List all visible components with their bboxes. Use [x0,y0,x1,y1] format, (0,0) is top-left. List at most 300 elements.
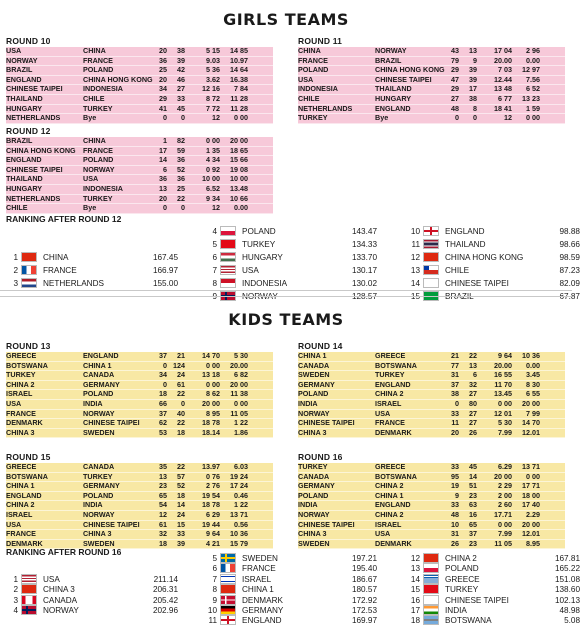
team-away: THAILAND [375,84,412,94]
rank-position: 15 [410,292,420,301]
vp-away: 0.56 [234,519,248,529]
match-row [6,362,273,372]
rank-position: 8 [212,585,217,595]
ranking-entry [408,574,580,585]
vp-away: 6 52 [526,84,540,94]
match-row [298,530,565,540]
team-away: BRAZIL [375,55,402,65]
team-away: GREECE [375,462,406,471]
match-row [298,105,565,115]
vp-home: 19 54 [202,490,220,500]
china-flag-icon [21,584,37,594]
team-home: GREECE [6,351,37,360]
imp-away: 24 [177,370,185,380]
vp-home: 13.97 [202,462,220,471]
team-away: CHINA 2 [375,509,404,519]
team-name: SWEDEN [242,554,278,563]
match-row [6,482,273,492]
imp-away: 39 [177,55,185,65]
vp-away: 11 38 [230,389,248,399]
vp-home: 2 00 [498,490,512,500]
ranking-entry [408,278,580,289]
vp-away: 19 24 [230,471,248,481]
ranking-entry [408,226,580,237]
ranking-entry [205,226,377,237]
rank-position: 11 [208,616,217,626]
vp-home: 17.71 [494,509,512,519]
team-home: CHINESE TAIPEI [298,418,355,428]
vp-away: 6 55 [526,389,540,399]
team-away: CANADA [83,462,115,471]
vp-home: 8 95 [206,408,220,418]
rank-position: 1 [13,574,18,584]
vp-away: 7.56 [526,74,540,84]
team-score: 102.13 [554,595,580,605]
ranking-entry [6,605,178,616]
team-home: INDIA [298,398,318,408]
girls-teams-title: GIRLS TEAMS [223,10,349,29]
imp-away: 9 [473,55,477,65]
team-home: BRAZIL [6,65,33,75]
imp-home: 33 [451,408,459,418]
ranking-entry [205,278,377,289]
vp-away: 14 70 [522,418,540,428]
vp-away: 0.00 [526,55,540,65]
vp-home: 5 36 [206,65,220,75]
imp-home: 31 [451,370,459,380]
girls-round-11 [298,36,565,124]
england-flag-icon [220,615,236,625]
team-home: TURKEY [298,462,328,471]
team-away: INDIA [83,500,103,510]
team-home: ENGLAND [6,490,42,500]
match-row [6,204,273,214]
imp-away: 124 [173,360,185,370]
taipei-flag-icon [423,278,439,288]
team-score: 172.53 [351,606,377,615]
vp-home: 7.99 [498,427,512,437]
ranking-entry [408,563,580,574]
team-away: TURKEY [83,193,113,203]
imp-home: 11 [451,418,459,428]
team-away: USA [375,408,391,418]
team-name: ENGLAND [242,616,282,626]
imp-away: 42 [177,65,185,75]
vp-home: 20.00 [494,55,512,65]
team-home: TURKEY [6,370,36,380]
team-score: 143.47 [351,227,377,236]
team-away: Bye [83,113,97,123]
team-home: GREECE [6,462,37,471]
imp-away: 13 [469,46,477,55]
vp-away: 20.00 [230,360,248,370]
team-home: FRANCE [6,529,36,539]
imp-away: 82 [177,136,185,145]
team-away: NORWAY [83,509,115,519]
vp-away: 2 96 [526,46,540,55]
team-name: CHINESE TAIPEI [445,279,509,288]
imp-away: 32 [469,379,477,389]
girls-teams-section [0,0,580,301]
kids-teams-title: KIDS TEAMS [228,310,344,329]
imp-away: 0 [181,203,185,213]
match-row [298,381,565,391]
team-home: USA [298,74,314,84]
team-home: NORWAY [298,408,330,418]
vp-home: 2 29 [498,481,512,491]
team-score: 67.87 [559,292,580,301]
ranking-entry [408,605,580,616]
hongkong-flag-icon [423,252,439,262]
china-flag-icon [220,584,236,594]
team-score: 138.60 [554,585,580,595]
team-away: ENGLAND [83,351,119,360]
team-home: NETHERLANDS [6,113,61,123]
germany-flag-icon [220,605,236,615]
imp-home: 9 [455,490,459,500]
team-name: DENMARK [242,595,283,605]
team-away: GERMANY [83,379,120,389]
ranking-entry [408,553,580,564]
imp-home: 34 [159,370,167,380]
vp-away: 7 84 [234,84,248,94]
imp-away: 6 [473,370,477,380]
imp-home: 0 [163,113,167,123]
rank-position: 4 [212,227,217,236]
imp-away: 22 [177,462,185,471]
imp-home: 6 [163,164,167,174]
team-name: NORWAY [242,292,278,301]
team-away: SWEDEN [83,538,115,548]
rank-position: 3 [13,279,18,288]
imp-away: 27 [469,389,477,399]
vp-away: 10 36 [230,529,248,539]
vp-away: 0 00 [526,113,540,123]
rank-position: 15 [410,585,420,595]
team-name: CHINA HONG KONG [445,253,524,262]
team-away: POLAND [83,155,114,165]
vp-away: 20 00 [522,398,540,408]
vp-away: 13.48 [230,183,248,193]
botswana-flag-icon [423,615,439,625]
team-home: ENGLAND [6,155,42,165]
ranking-entry [6,584,178,595]
match-row [298,540,565,550]
team-name: INDIA [445,606,467,615]
kids-round-16 [298,452,565,549]
team-away: CHINA 1 [83,360,112,370]
vp-home: 9 64 [206,529,220,539]
imp-home: 33 [451,462,459,471]
team-score: 98.59 [559,253,580,262]
team-home: CHINA 2 [6,500,35,510]
imp-home: 0 [163,379,167,389]
imp-away: 27 [469,418,477,428]
vp-away: 16.38 [230,74,248,84]
team-home: CHINA 2 [6,379,35,389]
imp-away: 22 [177,193,185,203]
team-home: ENGLAND [6,74,42,84]
rank-position: 14 [410,279,420,288]
ranking-entry [205,553,377,564]
imp-away: 80 [469,398,477,408]
imp-home: 19 [451,481,459,491]
france-flag-icon [220,563,236,573]
vp-away: 10 00 [230,174,248,184]
vp-home: 4 34 [206,155,220,165]
team-away: POLAND [83,490,114,500]
vp-home: 7.99 [498,529,512,539]
imp-away: 52 [177,164,185,174]
match-row [6,419,273,429]
imp-home: 77 [451,360,459,370]
imp-home: 47 [451,74,459,84]
canada-flag-icon [21,595,37,605]
rank-position: 16 [410,595,420,605]
rank-position: 4 [13,606,18,615]
rank-position: 7 [212,574,217,584]
imp-away: 22 [177,389,185,399]
team-away: CHINA 3 [83,529,112,539]
team-home: NORWAY [298,509,330,519]
kids-round-15 [6,452,273,549]
team-home: POLAND [298,65,329,75]
team-name: CHILE [445,266,470,275]
team-name: ENGLAND [445,227,485,236]
vp-home: 12 [212,203,220,213]
england-flag-icon [423,226,439,236]
imp-home: 29 [451,65,459,75]
imp-away: 25 [177,183,185,193]
team-name: HUNGARY [242,253,283,262]
team-away: Bye [83,203,97,213]
team-home: BOTSWANA [6,360,48,370]
ranking-entry [205,252,377,263]
imp-away: 0 [181,113,185,123]
vp-away: 1 22 [234,418,248,428]
kids-round-14 [298,341,565,438]
vp-away: 0 00 [234,113,248,123]
vp-away: 0.00 [526,360,540,370]
rank-position: 18 [410,616,420,626]
denmark-flag-icon [220,595,236,605]
imp-home: 34 [159,84,167,94]
rank-position: 12 [410,253,420,262]
usa-flag-icon [220,265,236,275]
team-home: TURKEY [298,113,328,123]
ranking-entry [6,278,178,289]
imp-away: 27 [469,408,477,418]
team-name: TURKEY [242,240,276,249]
vp-away: 10.97 [230,55,248,65]
team-score: 151.08 [554,574,580,584]
team-away: FRANCE [83,55,113,65]
vp-home: 6.52 [206,183,220,193]
match-row [298,76,565,86]
imp-home: 18 [159,389,167,399]
match-row [298,463,565,473]
imp-away: 16 [469,509,477,519]
team-name: CHINA 2 [445,554,477,563]
vp-home: 14 70 [202,351,220,360]
round-label: ROUND 14 [298,341,343,351]
round-label: ROUND 15 [6,452,51,462]
france-flag-icon [21,265,37,275]
team-away: CHINESE TAIPEI [83,418,140,428]
imp-away: 51 [469,481,477,491]
vp-away: 1 59 [526,103,540,113]
team-name: GERMANY [242,606,284,615]
imp-away: 0 [473,113,477,123]
imp-away: 17 [469,84,477,94]
poland-flag-icon [423,563,439,573]
vp-home: 19 44 [202,519,220,529]
vp-away: 1.86 [234,427,248,437]
team-score: 167.45 [152,253,178,262]
team-home: ISRAEL [6,389,33,399]
team-home: INDONESIA [298,84,338,94]
imp-away: 59 [177,145,185,155]
team-score: 155.00 [152,279,178,288]
vp-home: 9 64 [498,351,512,360]
vp-away: 12 97 [522,65,540,75]
norway-flag-icon [21,605,37,615]
ranking-entry [6,574,178,585]
vp-home: 17 04 [494,46,512,55]
rank-position: 5 [212,554,217,563]
imp-away: 33 [177,529,185,539]
team-away: ENGLAND [375,379,411,389]
turkey-flag-icon [220,239,236,249]
vp-home: 8 72 [206,93,220,103]
vp-home: 6 29 [206,509,220,519]
team-name: INDONESIA [242,279,288,288]
team-away: NORWAY [83,164,115,174]
vp-away: 10 36 [522,351,540,360]
vp-home: 0 00 [206,360,220,370]
vp-away: 15 79 [230,538,248,548]
ranking-entry [408,265,580,276]
imp-away: 61 [177,379,185,389]
vp-away: 17 24 [230,481,248,491]
team-away: Bye [375,113,389,123]
team-away: CHINA HONG KONG [83,74,153,84]
team-away: DENMARK [375,538,412,548]
imp-home: 37 [159,351,167,360]
vp-away: 7 99 [526,408,540,418]
vp-home: 13 18 [202,370,220,380]
team-name: CHINESE TAIPEI [445,595,509,605]
vp-away: 10 66 [230,193,248,203]
team-name: CHINA 3 [43,585,75,595]
rank-position: 10 [207,606,217,615]
team-home: BOTSWANA [6,471,48,481]
imp-home: 37 [451,379,459,389]
vp-away: 19 08 [230,164,248,174]
imp-away: 39 [469,65,477,75]
vp-away: 0 00 [234,398,248,408]
ranking-entry [205,563,377,574]
match-row [6,195,273,205]
match-row [298,47,565,57]
imp-home: 20 [159,74,167,84]
team-score: 134.33 [351,240,377,249]
vp-home: 11 70 [494,379,512,389]
imp-away: 0 [181,398,185,408]
imp-home: 20 [159,46,167,55]
team-away: ENGLAND [375,103,411,113]
vp-home: 12 [212,113,220,123]
vp-away: 17 71 [522,481,540,491]
team-away: POLAND [83,389,114,399]
imp-away: 39 [469,74,477,84]
imp-home: 13 [159,183,167,193]
team-home: CHINA HONG KONG [6,145,76,155]
team-score: 165.22 [554,564,580,574]
ranking-entry [205,265,377,276]
ranking-entry [6,595,178,606]
rank-position: 7 [212,266,217,275]
team-away: TURKEY [83,103,113,113]
netherlands-flag-icon [21,278,37,288]
vp-home: 18 78 [202,418,220,428]
team-name: NORWAY [43,606,79,615]
team-home: DENMARK [6,538,43,548]
imp-home: 10 [451,519,459,529]
team-score: 87.23 [559,266,580,275]
vp-away: 14 64 [230,65,248,75]
team-home: CHINESE TAIPEI [298,519,355,529]
match-row [6,429,273,439]
match-row [6,114,273,124]
match-row [298,501,565,511]
vp-home: 12.44 [494,74,512,84]
team-score: 206.31 [152,585,178,595]
rank-position: 17 [410,606,420,615]
vp-away: 11 05 [230,408,248,418]
vp-away: 8 30 [526,379,540,389]
team-away: TURKEY [83,471,113,481]
team-home: SWEDEN [298,370,330,380]
rank-position: 9 [212,292,217,301]
team-home: CHINESE TAIPEI [6,84,63,94]
team-name: TURKEY [445,585,479,595]
rank-position: 9 [212,595,217,605]
vp-away: 0.00 [234,203,248,213]
team-away: CHINA HONG KONG [375,65,445,75]
team-away: DENMARK [375,427,412,437]
imp-home: 1 [163,136,167,145]
match-row [298,371,565,381]
imp-away: 21 [177,351,185,360]
vp-home: 2 76 [206,481,220,491]
ranking-entry [205,574,377,585]
imp-away: 38 [177,46,185,55]
team-score: 98.88 [559,227,580,236]
team-home: ISRAEL [6,509,33,519]
team-home: USA [6,398,22,408]
vp-home: 0 00 [498,398,512,408]
rank-position: 2 [13,585,18,595]
team-away: CHINESE TAIPEI [83,519,140,529]
china-flag-icon [423,553,439,563]
usa-flag-icon [21,574,37,584]
israel-flag-icon [220,574,236,584]
team-away: HUNGARY [375,93,412,103]
team-away: NORWAY [83,408,115,418]
vp-home: 2 60 [498,500,512,510]
team-away: USA [83,174,99,184]
